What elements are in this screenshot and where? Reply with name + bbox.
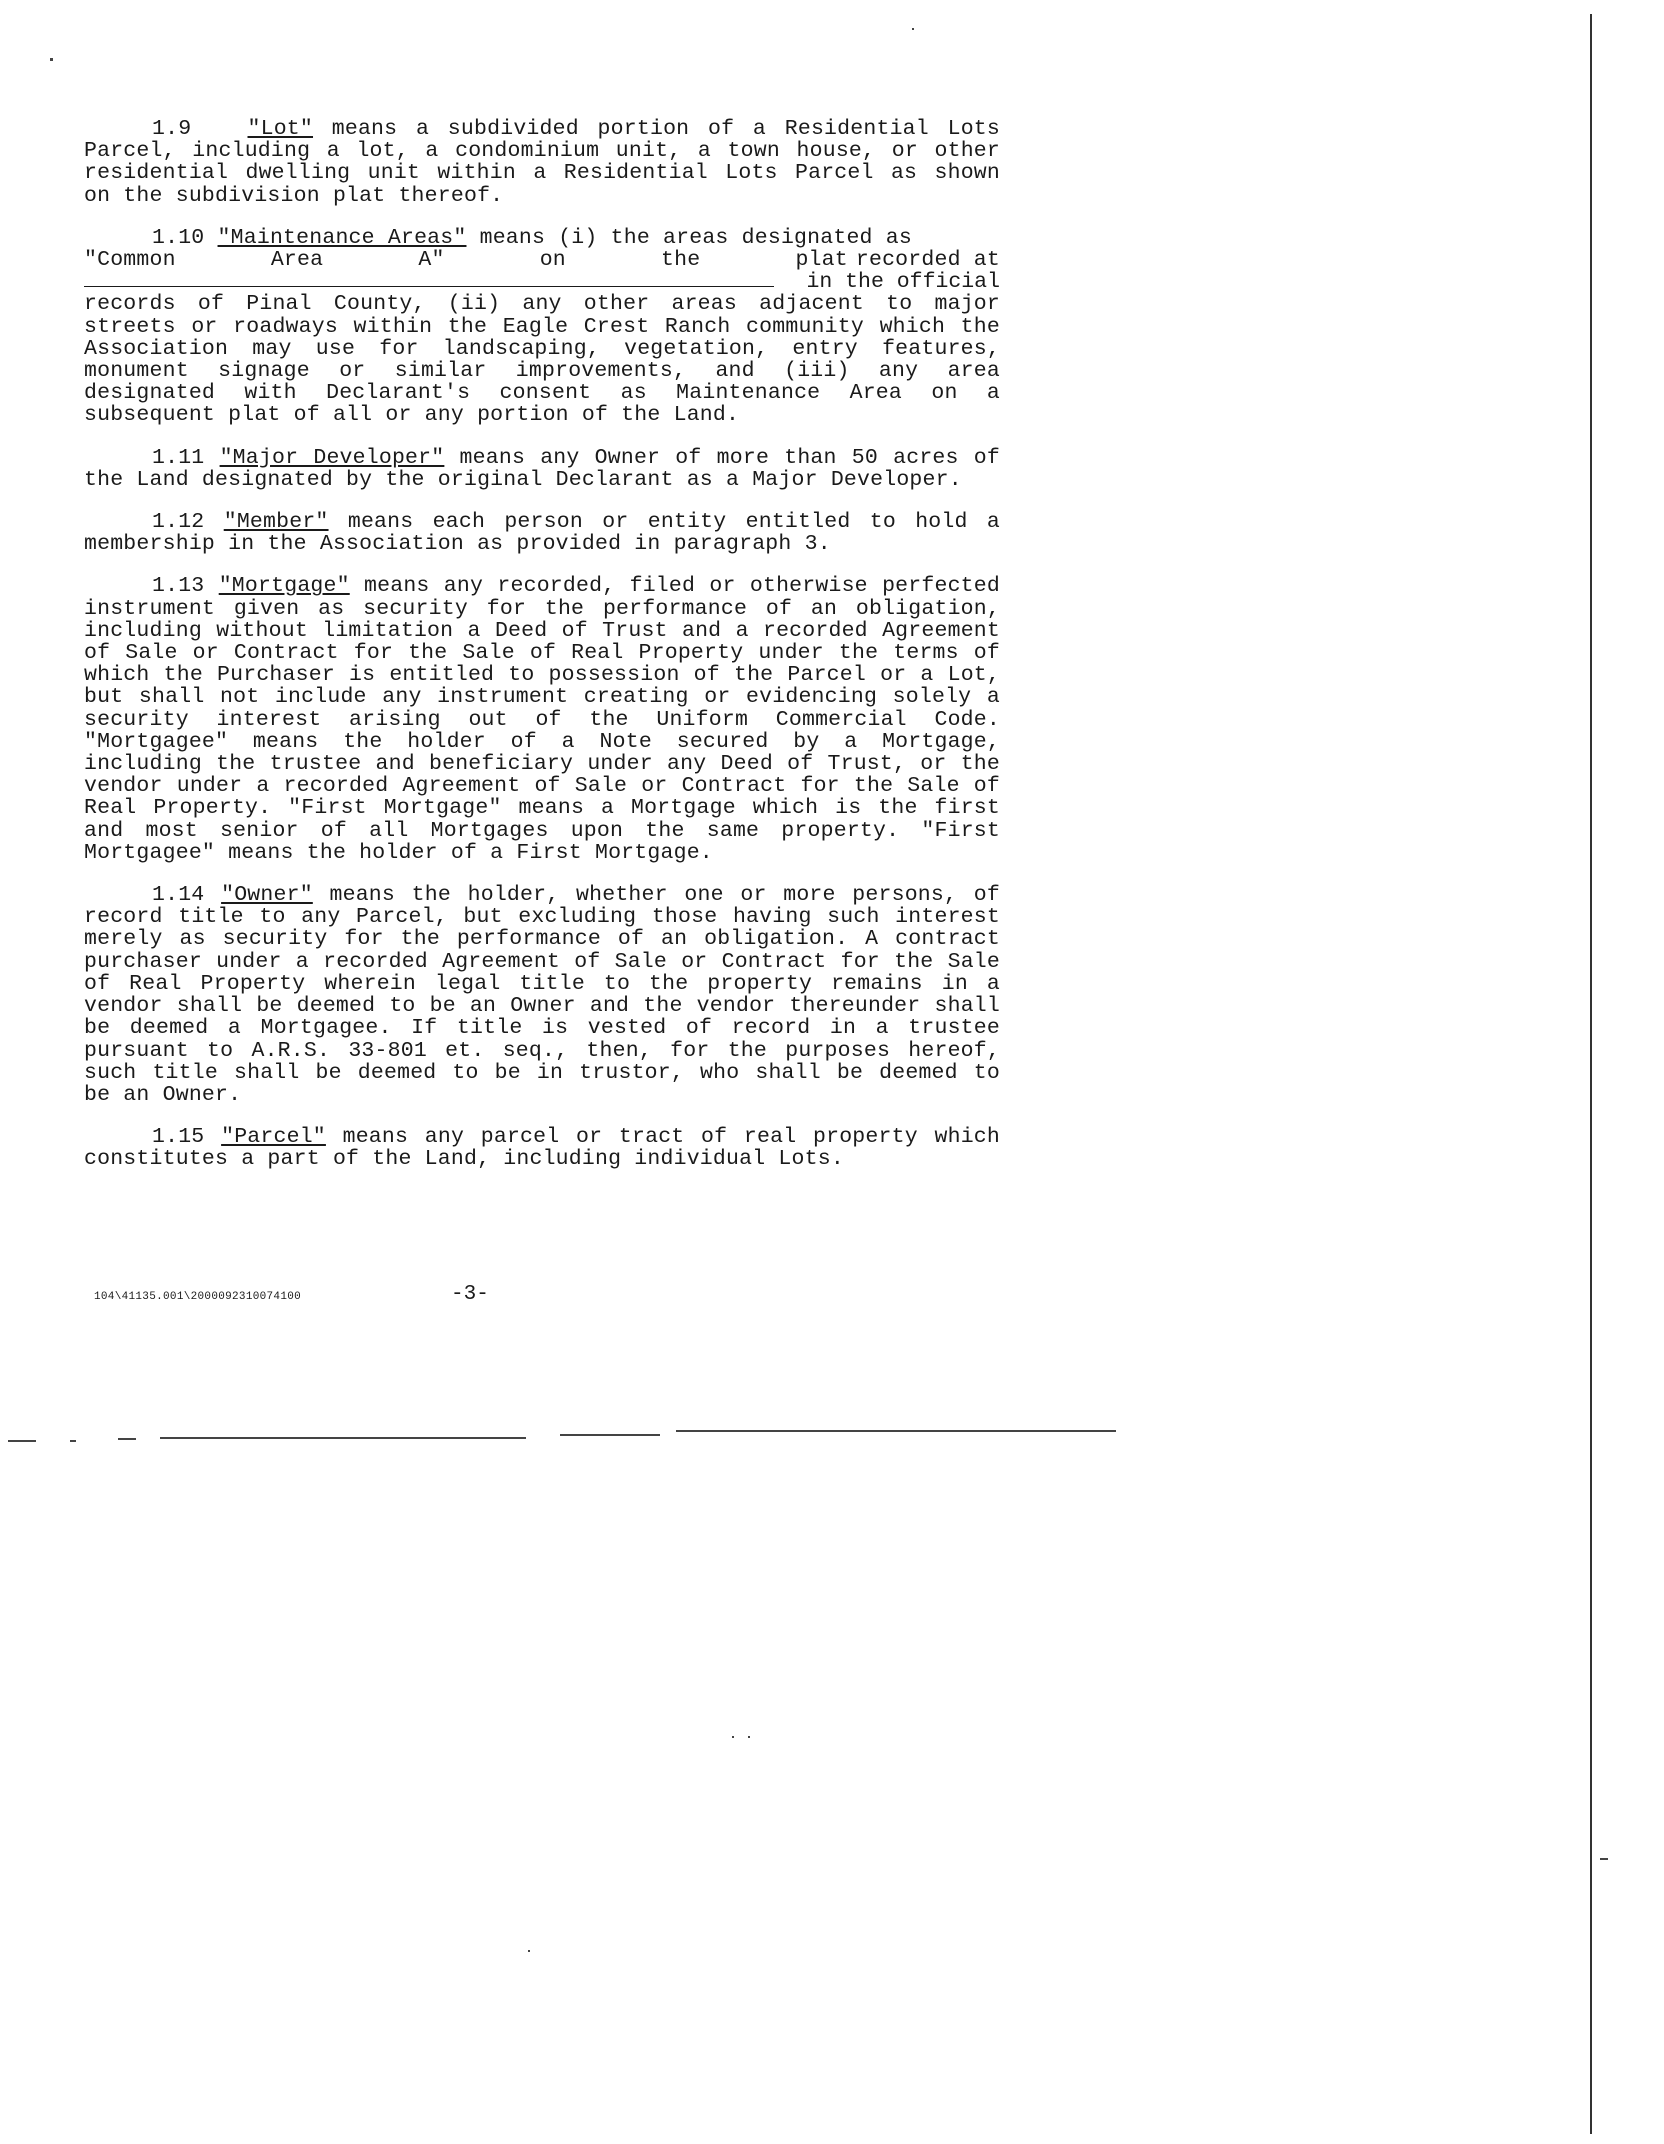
scan-bottom-rule [70,1440,76,1442]
scan-speck [732,1736,734,1738]
spaced-word: plat [795,248,848,273]
fill-in-blank-line [84,271,1000,293]
scan-speck [528,1950,530,1952]
scan-speck [748,1736,750,1738]
scan-speck [1600,1858,1608,1860]
section-number: 1.14 [152,883,205,908]
page-footer [94,1283,694,1306]
defined-term: "Maintenance Areas" [217,225,467,250]
paragraph-text: means any Owner of more than 50 acres of the Land designated by the original Declarant as a Major Developer. [84,445,1000,492]
scan-speck [50,58,53,61]
paragraph-1-10 [84,227,1000,427]
paragraph-text: means a subdivided portion of a Residential Lots Parcel, including a lot, a condominium unit, a town house, or other residential dwelling unit within a Residential Lots Parcel as shown on the subdivision plat thereof. [84,117,1001,208]
paragraph-1-13 [84,575,1000,864]
paragraph-1-9 [84,118,1000,207]
section-number: 1.15 [152,1125,205,1150]
scan-bottom-rule [118,1438,136,1440]
defined-term: "Owner" [221,883,313,908]
paragraph-1-11 [84,447,1000,491]
paragraph-1-15 [84,1126,1000,1170]
spaced-word: the [661,248,701,273]
scan-bottom-rule [676,1430,1116,1432]
paragraph-text: means any parcel or tract of real property which constitutes a part of the Land, including individual Lots. [84,1125,1000,1172]
paragraph-1-10-rest: records of Pinal County, (ii) any other areas adjacent to major streets or roadways within the Eagle Crest Ranch community which the Association may use for landscaping, vegetation, entry features, monument signage or similar improvements, and (iii) any area designated with Declarant's consent as Maintenance Area on a subsequent plat of all or any portion of the Land. [84,292,1000,428]
paragraph-1-10-spaced-row [84,249,1000,271]
paragraph-text: means any recorded, filed or otherwise perfected instrument given as security for the performance of an obligation, including without limitation a Deed of Trust and a recorded Agreement of Sale or Contract for the Sale of Real Property under the terms of which the Purchaser is entitled to possession of the Parcel or a Lot, but shall not include any instrument creating or evidencing solely a security interest arising out of the Uniform Commercial Code. "Mortgagee" means the holder of a Note secured by a Mortgage, including the trustee and beneficiary under any Deed of Trust, or the vendor under a recorded Agreement of Sale or Contract for the Sale of Real Property. "First Mortgage" means a Mortgage which is the first and most senior of all Mortgages upon the same property. "First Mortgagee" means the holder of a First Mortgage. [84,574,1000,865]
paragraph-1-14 [84,884,1000,1106]
defined-term: "Member" [223,510,329,535]
section-number: 1.10 [152,225,205,250]
paragraph-text: means each person or entity entitled to hold a membership in the Association as provided in paragraph 3. [84,510,1001,557]
defined-term: "Mortgage" [218,574,350,599]
scan-speck [912,28,914,30]
scan-bottom-rule [560,1434,660,1436]
paragraph-1-10-first-line [84,227,1000,249]
spaced-word: Area [270,248,324,273]
section-number: 1.12 [152,510,205,535]
scan-bottom-rule [8,1440,36,1442]
scan-bottom-rule [160,1437,526,1439]
section-number: 1.11 [152,445,205,470]
paragraph-text: means (i) the areas designated as [479,225,912,250]
spaced-word: "Common [84,248,176,273]
page-number: -3- [451,1283,489,1306]
paragraph-text: means the holder, whether one or more persons, of record title to any Parcel, but excluding those having such interest merely as security for the performance of an obligation. A contract purchaser under a recorded Agreement of Sale or Contract for the Sale of Real Property wherein legal title to the property remains in a vendor shall be deemed to be an Owner and the vendor thereunder shall be deemed a Mortgagee. If title is vested of record in a trustee pursuant to A.R.S. 33-801 et. seq., then, for the purposes hereof, such title shall be deemed to be in trustor, who shall be deemed to be an Owner. [84,883,1000,1107]
text-column [84,118,1000,1191]
blank-rule [84,286,774,287]
spaced-word: A" [418,248,445,273]
section-number: 1.13 [152,574,205,599]
defined-term: "Lot" [247,117,314,141]
defined-term: "Major Developer" [219,445,445,470]
footer-file-code: 104\41135.001\2000092310074100 [94,1291,302,1303]
scan-right-border [1590,14,1592,2134]
defined-term: "Parcel" [221,1125,326,1150]
paragraph-1-12 [84,511,1000,555]
blank-tail-text: in the official [806,270,1000,295]
spaced-word: on [539,248,566,273]
row-tail-text: recorded at [855,248,1000,273]
section-number: 1.9 [152,117,192,141]
